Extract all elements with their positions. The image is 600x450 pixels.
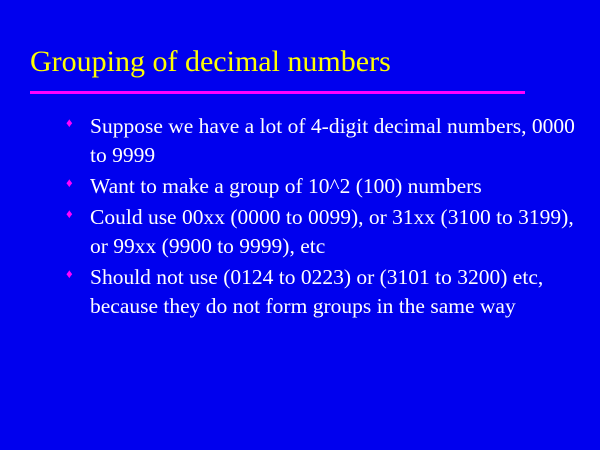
bullet-list [60,112,580,323]
diamond-bullet-icon: ♦ [66,266,73,281]
title-divider [30,91,525,94]
list-item-label: Should not use (0124 to 0223) or (3101 to 3200) etc, because they do not form groups in the same way [90,265,544,318]
list-item [60,263,580,321]
list-item-label: Want to make a group of 10^2 (100) numbers [90,174,482,198]
diamond-bullet-icon: ♦ [66,115,73,130]
list-item [60,203,580,261]
list-item [60,172,580,201]
diamond-bullet-icon: ♦ [66,206,73,221]
list-item [60,112,580,170]
list-item-label: Could use 00xx (0000 to 0099), or 31xx (3100 to 3199), or 99xx (9900 to 9999), etc [90,205,574,258]
diamond-bullet-icon: ♦ [66,175,73,190]
page-title: Grouping of decimal numbers [30,45,391,78]
list-item-label: Suppose we have a lot of 4-digit decimal numbers, 0000 to 9999 [90,114,575,167]
